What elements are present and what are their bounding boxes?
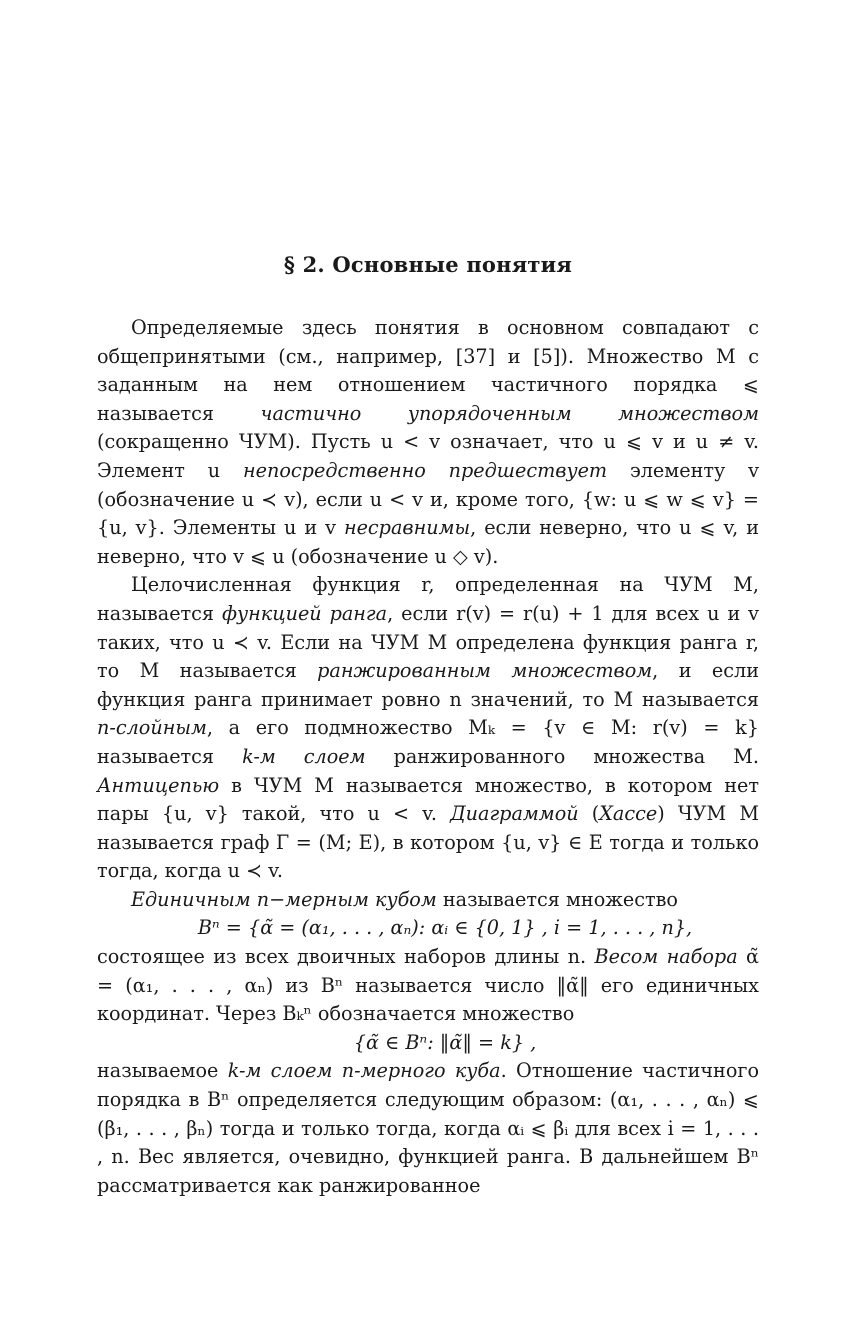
term: непосредственно предшествует [243, 458, 608, 482]
term: частично упорядоченным множеством [260, 401, 759, 425]
paragraph-4: состоящее из всех двоичных наборов длины n. Весом набора α̃ = (α₁, . . . , αₙ) из Bⁿ называется число ‖α̃‖ его единичных координат. Через Bₖⁿ обозначается множество [97, 945, 760, 1026]
term: Весом набора [594, 945, 738, 969]
paragraph-5: называемое k-м слоем n-мерного куба. Отношение частичного порядка в Bⁿ определяется следующим образом: (α₁, . . . , αₙ) ⩽ (β₁, . . . , βₙ) тогда и только тогда, когда αᵢ ⩽ βᵢ для всех i = 1, . . . , n. Вес является, очевидно, функцией ранга. В дальнейшем Bⁿ рассматривается как ранжированное [97, 1059, 759, 1197]
term: ранжированным множеством [317, 659, 653, 683]
paragraph-2: Целочисленная функция r, определенная на ЧУМ M, называется функцией ранга, если r(v) = r(u) + 1 для всех u и v таких, что u ≺ v. Если на ЧУМ M определена функция ранга r, то M называется ранжированным множеством, и если функция ранга принимает ровно n значений, то M называется n-слойным, а его подмножество Mₖ = {v ∈ M: r(v) = k} называется k-м слоем ранжированного множества M. Антицепью в ЧУМ M называется множество, в котором нет пары {u, v} такой, что u < v. Диаграммой (Хассе) ЧУМ M называется граф Γ = (M; E), в котором {u, v} ∈ E тогда и только тогда, когда u ≺ v. [97, 573, 759, 883]
term: k-м слоем n-мерного куба [227, 1059, 501, 1083]
term: Диаграммой [450, 802, 579, 826]
formula-layer: {α̃ ∈ Bⁿ: ‖α̃‖ = k} , [353, 1030, 537, 1054]
term: функцией ранга [221, 601, 388, 625]
paragraph-1: Определяемые здесь понятия в основном совпадают с общепринятыми (см., например, [37] и [5]). Множество M с заданным на нем отношением частичного порядка ⩽ называется частично упорядоченным множеством (сокращенно ЧУМ). Пусть u < v означает, что u ⩽ v и u ≠ v. Элемент u непосредственно предшествует элементу v (обозначение u ≺ v), если u < v и, кроме того, {w: u ⩽ w ⩽ v} = {u, v}. Элементы u и v несравнимы, если неверно, что u ⩽ v, и неверно, что v ⩽ u (обозначение u ◇ v). [97, 316, 759, 568]
formula-cube: Bⁿ = {α̃ = (α₁, . . . , αₙ): αᵢ ∈ {0, 1} , i = 1, . . . , n}, [197, 916, 693, 940]
term: Хассе [599, 802, 658, 826]
term: несравнимы [343, 516, 471, 540]
section-heading: § 2. Основные понятия [283, 252, 573, 277]
paragraph-3: Единичным n−мерным кубом называется множество [131, 887, 678, 911]
term: Единичным n−мерным кубом [131, 887, 437, 911]
term: n-слойным [97, 716, 207, 740]
term: Антицепью [97, 773, 220, 797]
term: k-м слоем [242, 744, 366, 768]
body-text [97, 314, 759, 1200]
